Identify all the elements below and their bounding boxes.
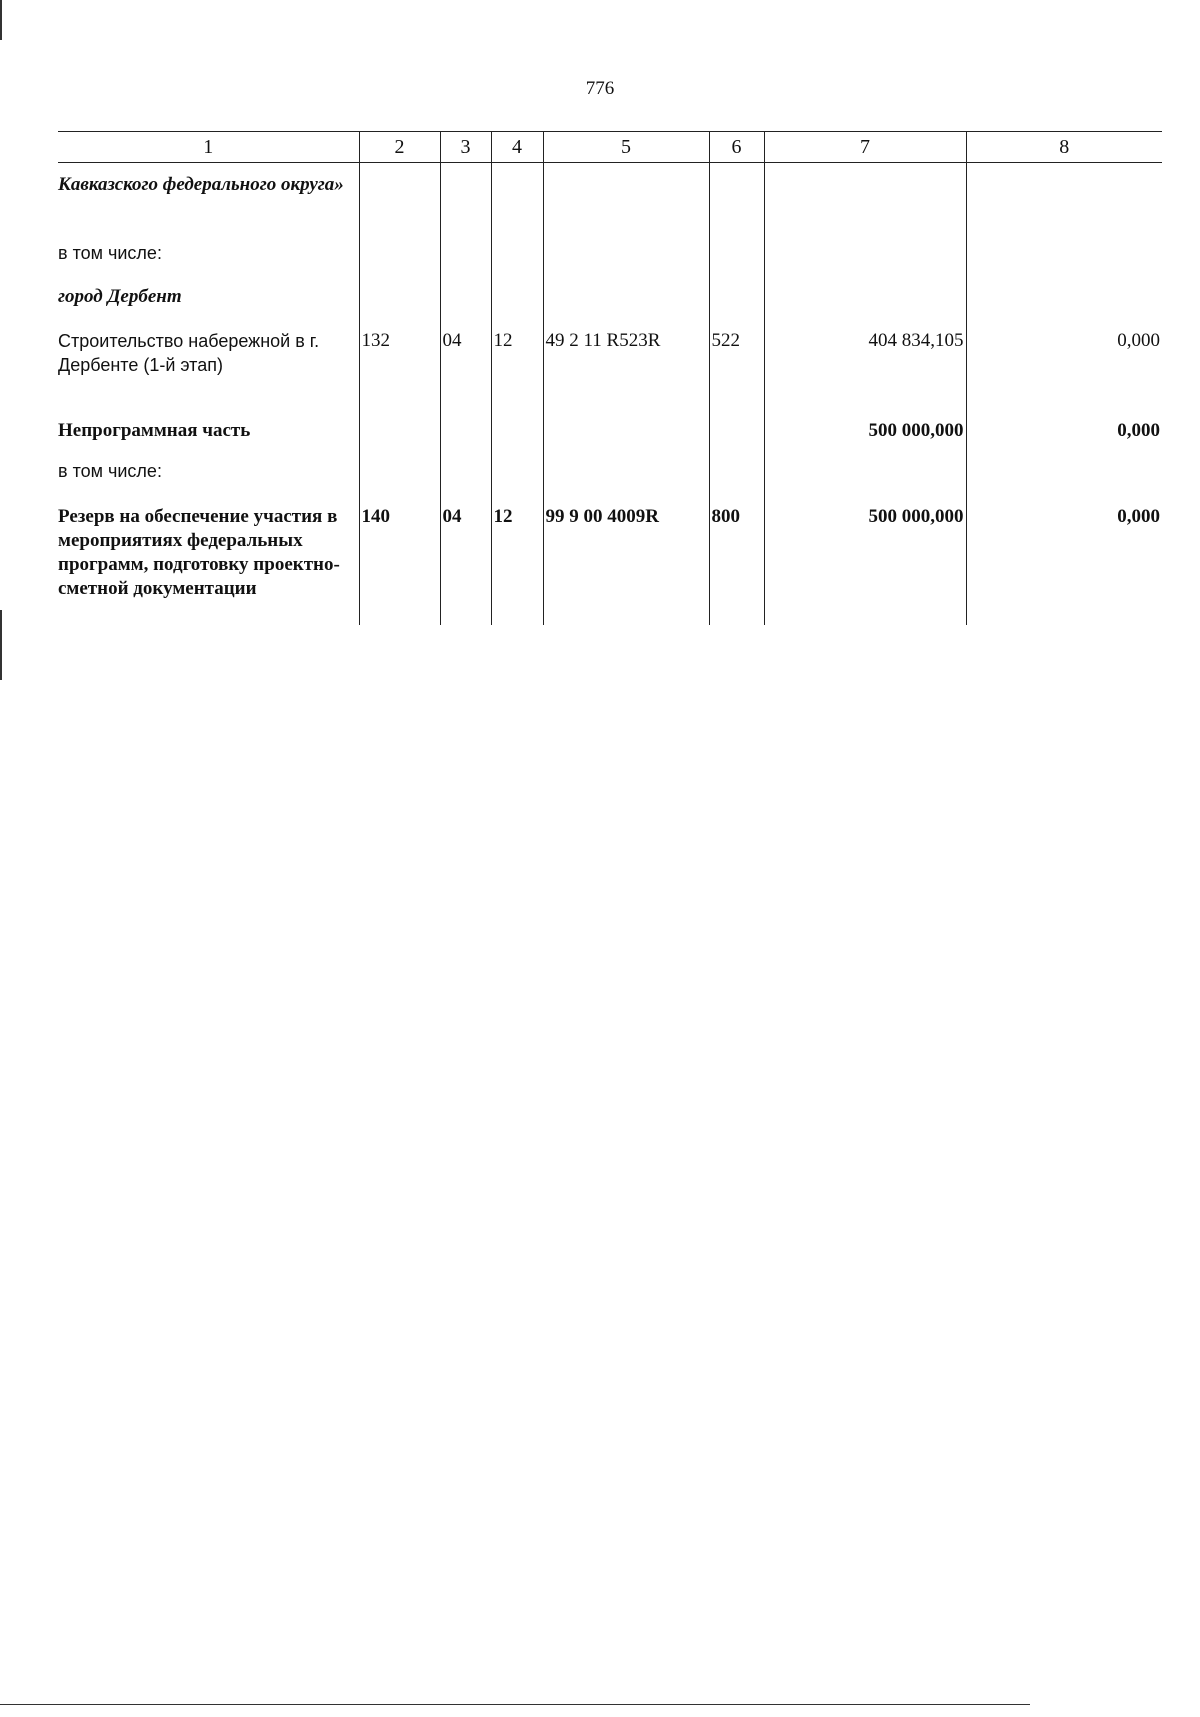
cell-col7: 500 000,000 (764, 491, 966, 625)
cell-col2 (359, 273, 440, 319)
cell-col4 (491, 273, 543, 319)
cell-col7 (764, 163, 966, 228)
cell-col8 (966, 451, 1162, 491)
row-name: Строительство набережной в г. Дербенте (1-й этап) (58, 331, 320, 375)
row-name: Непрограммная часть (58, 420, 251, 441)
cell-col6 (709, 451, 764, 491)
budget-table (58, 131, 1162, 625)
column-header: 5 (543, 132, 709, 163)
row-name: в том числе: (58, 461, 162, 481)
scan-bottom-edge (0, 1704, 1030, 1706)
table-row (58, 163, 1162, 228)
table-row (58, 319, 1162, 415)
cell-col2 (359, 163, 440, 228)
cell-col5: 49 2 11 R523R (543, 319, 709, 415)
table-row (58, 451, 1162, 491)
cell-col8: 0,000 (966, 319, 1162, 415)
row-name: город Дербент (58, 286, 182, 307)
cell-col2: 140 (359, 491, 440, 625)
cell-col4: 12 (491, 491, 543, 625)
table-row (58, 491, 1162, 625)
cell-col3 (440, 273, 491, 319)
cell-col5 (543, 163, 709, 228)
cell-col5: 99 9 00 4009R (543, 491, 709, 625)
cell-col8: 0,000 (966, 491, 1162, 625)
row-name: Резерв на обеспечение участия в мероприятиях федеральных программ, подготовку проектно-сметной документации (58, 506, 340, 599)
table-row (58, 273, 1162, 319)
table-row (58, 227, 1162, 273)
scan-edge-mark (0, 0, 2, 40)
cell-col4 (491, 163, 543, 228)
cell-col3 (440, 451, 491, 491)
table-row (58, 415, 1162, 451)
column-header: 8 (966, 132, 1162, 163)
cell-col6 (709, 415, 764, 451)
cell-col3: 04 (440, 319, 491, 415)
cell-col2 (359, 227, 440, 273)
column-header: 2 (359, 132, 440, 163)
cell-col2 (359, 451, 440, 491)
cell-col8 (966, 163, 1162, 228)
cell-col2: 132 (359, 319, 440, 415)
cell-col6: 800 (709, 491, 764, 625)
cell-col5 (543, 273, 709, 319)
column-header: 6 (709, 132, 764, 163)
cell-col4: 12 (491, 319, 543, 415)
scan-edge-mark (0, 610, 2, 680)
cell-col7 (764, 451, 966, 491)
cell-col6 (709, 227, 764, 273)
column-header: 1 (58, 132, 359, 163)
row-name: в том числе: (58, 243, 162, 263)
cell-col7: 404 834,105 (764, 319, 966, 415)
cell-col4 (491, 451, 543, 491)
cell-col2 (359, 415, 440, 451)
cell-col3 (440, 415, 491, 451)
cell-col5 (543, 227, 709, 273)
cell-col4 (491, 227, 543, 273)
row-name: Кавказского федерального округа» (58, 174, 344, 195)
column-header: 7 (764, 132, 966, 163)
cell-col3 (440, 227, 491, 273)
column-header: 4 (491, 132, 543, 163)
cell-col7: 500 000,000 (764, 415, 966, 451)
page-number: 776 (585, 78, 615, 99)
cell-col6: 522 (709, 319, 764, 415)
cell-col8: 0,000 (966, 415, 1162, 451)
table-header-row (58, 132, 1162, 163)
cell-col4 (491, 415, 543, 451)
cell-col8 (966, 273, 1162, 319)
cell-col7 (764, 273, 966, 319)
cell-col8 (966, 227, 1162, 273)
cell-col5 (543, 451, 709, 491)
cell-col3 (440, 163, 491, 228)
column-header: 3 (440, 132, 491, 163)
cell-col5 (543, 415, 709, 451)
cell-col6 (709, 273, 764, 319)
cell-col3: 04 (440, 491, 491, 625)
cell-col7 (764, 227, 966, 273)
cell-col6 (709, 163, 764, 228)
